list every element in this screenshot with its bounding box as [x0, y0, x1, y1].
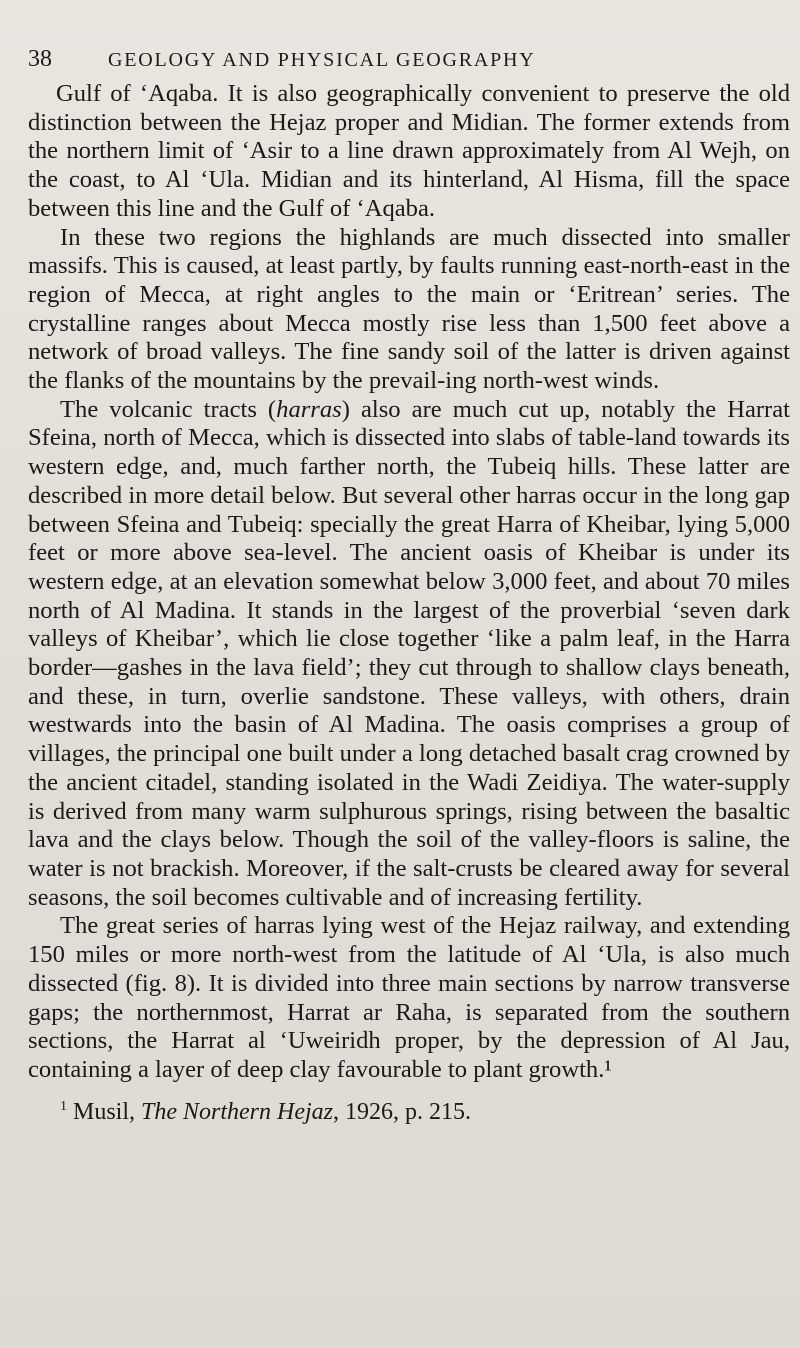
page-number: 38	[28, 46, 52, 72]
paragraph-3: The volcanic tracts (harras) also are much cut up, notably the Harrat Sfeina, north of Mecca, which is dissected into slabs of table-land towards its western edge, and, much farther north, the Tubeiq hills. These latter are described in more detail below. But several other harras occur in the long gap between Sfeina and Tubeiq: specially the great Harra of Kheibar, lying 5,000 feet or more above sea-level. The ancient oasis of Kheibar is under its western edge, at an elevation somewhat below 3,000 feet, and about 70 miles north of Al Madina. It stands in the largest of the proverbial ‘seven dark valleys of Kheibar’, which lie close together ‘like a palm leaf, in the Harra border—gashes in the lava field’; they cut through to shallow clays beneath, and these, in turn, overlie sandstone. These valleys, with others, drain westwards into the basin of Al Madina. The oasis comprises a group of villages, the principal one built under a long detached basalt crag crowned by the ancient citadel, standing isolated in the Wadi Zeidiya. The water-supply is derived from many warm sulphurous springs, rising between the basaltic lava and the clays below. Though the soil of the valley-floors is saline, the water is not brackish. Moreover, if the salt-crusts be cleared away for several seasons, the soil becomes cultivable and of increasing fertility.	[28, 395, 790, 911]
paragraph-4: The great series of harras lying west of the Hejaz railway, and extending 150 miles or more north-west from the latitude of Al ‘Ula, is also much dissected (fig. 8). It is divided into three main sections by narrow transverse gaps; the northernmost, Harrat ar Raha, is separated from the southern sections, the Harrat al ‘Uweiridh proper, by the depression of Al Jau, containing a layer of deep clay favourable to plant growth.¹	[28, 912, 790, 1083]
footnote-marker: 1	[60, 1098, 67, 1114]
italic-term: harras	[276, 395, 342, 423]
running-title: GEOLOGY AND PHYSICAL GEOGRAPHY	[108, 49, 536, 71]
running-head	[28, 46, 788, 76]
footnote	[28, 1093, 790, 1126]
footnote-author: Musil,	[73, 1098, 142, 1125]
paragraph-2: In these two regions the highlands are much dissected into smaller massifs. This is caused, at least partly, by faults running east-north-east in the region of Mecca, at right angles to the main or ‘Eritrean’ series. The crystalline ranges about Mecca mostly rise less than 1,500 feet above a network of broad valleys. The fine sandy soil of the latter is driven against the flanks of the mountains by the prevail-ing north-west winds.	[28, 223, 790, 395]
paragraph-1: Gulf of ‘Aqaba. It is also geographically convenient to preserve the old distinction between the Hejaz proper and Midian. The former extends from the northern limit of ‘Asir to a line drawn approximately from Al Wejh, on the coast, to Al ‘Ula. Midian and its hinterland, Al Hisma, fill the space between this line and the Gulf of ‘Aqaba.	[28, 80, 790, 222]
body-text	[28, 80, 790, 1126]
footnote-work: The Northern Hejaz	[141, 1098, 334, 1125]
footnote-citation: , 1926, p. 215.	[333, 1098, 472, 1125]
